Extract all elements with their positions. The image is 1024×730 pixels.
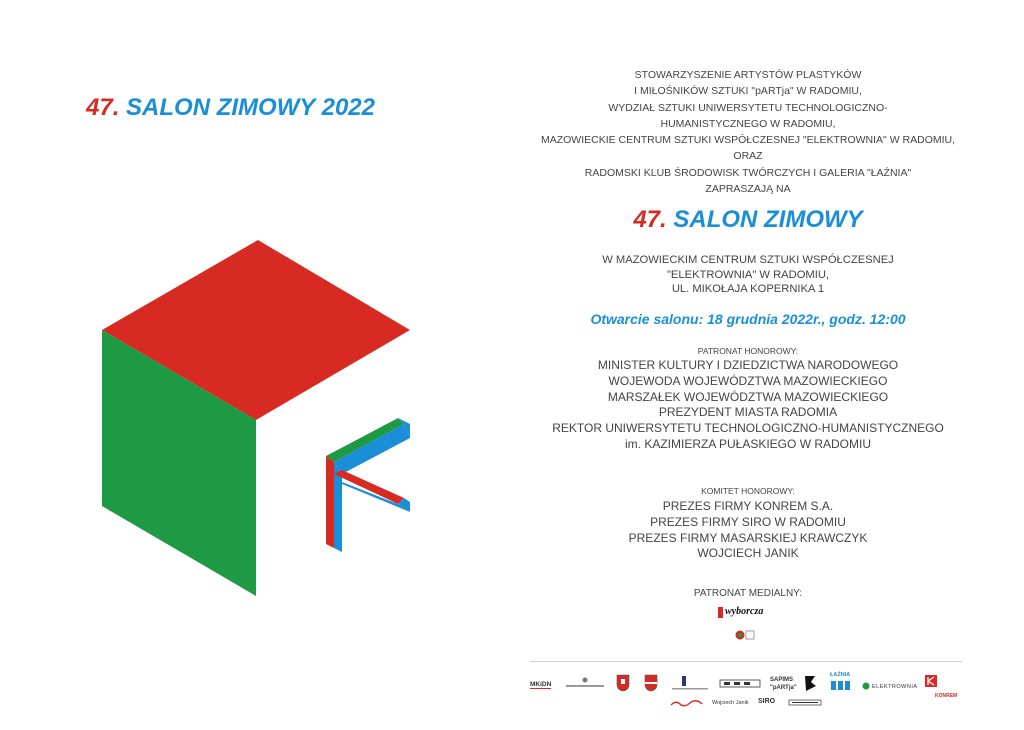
patron-line: MARSZAŁEK WOJEWÓDZTWA MAZOWIECKIEGO [607,389,889,404]
patron-line: PREZYDENT MIASTA RADOMIA [658,405,838,420]
script-logo [670,699,704,707]
patronage-list [520,358,976,453]
committee-list [520,499,976,562]
crest-logo-2 [616,674,630,692]
wyborcza-logo-text: wyborcza [725,606,764,617]
venue [520,253,976,297]
poster-title-number: 47. [86,94,120,121]
crest-logo-1 [562,676,608,690]
mkidn-logo: MKiDN [530,681,552,688]
sponsors-divider [530,661,962,662]
k-red-stroke [326,456,334,548]
patron-line: im. KAZIMIERZA PUŁASKIEGO W RADOMIU [624,436,872,451]
poster-title-text: SALON ZIMOWY 2022 [119,94,375,121]
patron-line: REKTOR UNIWERSYTETU TECHNOLOGICZNO-HUMANISTYCZNEGO [552,421,944,436]
partja-logo: "pARTja" [770,685,797,691]
sapims-logo: SAPIMS [770,677,794,683]
organizer-line: ORAZ [733,150,763,163]
janik-logo: Wojciech Janik [712,700,749,706]
salon-heading [520,206,976,234]
salon-text: SALON ZIMOWY [666,206,863,233]
siro-logo: SIRO [758,698,776,705]
committee-line: PREZES FIRMY MASARSKIEJ KRAWCZYK [628,530,868,545]
konrem-logo: KONREM [935,693,958,699]
media-patronage-label: PATRONAT MEDIALNY: [693,588,803,599]
organizer-line: I MIŁOŚNIKÓW SZTUKI "pARTja" W RADOMIU, [634,85,862,98]
meat-logo [788,698,822,708]
poster-title [86,94,446,122]
organizer-line: WYDZIAŁ SZTUKI UNIWERSYTETU TECHNOLOGICZNO- [608,101,888,114]
opening-date: Otwarcie salonu: 18 grudnia 2022r., godz. 12:00 [590,311,906,327]
elektrownia-logo: ELEKTROWNIA [872,684,918,690]
patron-line: WOJEWODA WOJEWÓDZTWA MAZOWIECKIEGO [608,373,888,388]
committee-line: PREZES FIRMY SIRO W RADOMIU [650,514,846,529]
patronage-label: PATRONAT HONOROWY: [697,346,799,356]
crest-logo-3 [644,674,658,692]
organizer-line: MAZOWIECKIE CENTRUM SZTUKI WSPÓŁCZESNEJ "ELEKTROWNIA" W RADOMIU, [540,134,956,147]
venue-line: "ELEKTROWNIA" W RADOMIU, [666,268,830,281]
b-logo [802,674,820,692]
organizer-line: RADOMSKI KLUB ŚRODOWISK TWÓRCZYCH I GALERIA "ŁAŹNIA" [584,166,912,179]
organizer-line: STOWARZYSZENIE ARTYSTÓW PLASTYKÓW [634,69,862,81]
university-logo [668,674,712,692]
lazina-logo: ŁAŹNIA [830,672,851,678]
radom-logo [718,678,762,690]
committee-line: PREZES FIRMY KONREM S.A. [662,499,834,513]
patron-line: MINISTER KULTURY I DZIEDZICTWA NARODOWEGO [597,358,899,372]
committee-label: KOMITET HONOROWY: [701,486,795,496]
elektrownia-mark [862,682,870,690]
cube-logo [98,238,418,598]
radio-logo [734,628,758,642]
venue-line: UL. MIKOŁAJA KOPERNIKA 1 [671,283,825,295]
committee-line: WOJCIECH JANIK [697,546,799,561]
organizer-line: ZAPRASZAJĄ NA [705,183,791,196]
wyborcza-logo [718,606,768,620]
organizers [520,67,976,197]
salon-number: 47. [633,206,667,233]
lazina-mark [830,679,852,691]
konrem-mark [924,674,938,690]
venue-line: W MAZOWIECKIM CENTRUM SZTUKI WSPÓŁCZESNEJ [602,254,894,266]
organizer-line: HUMANISTYCZNEGO W RADOMIU, [660,117,836,130]
